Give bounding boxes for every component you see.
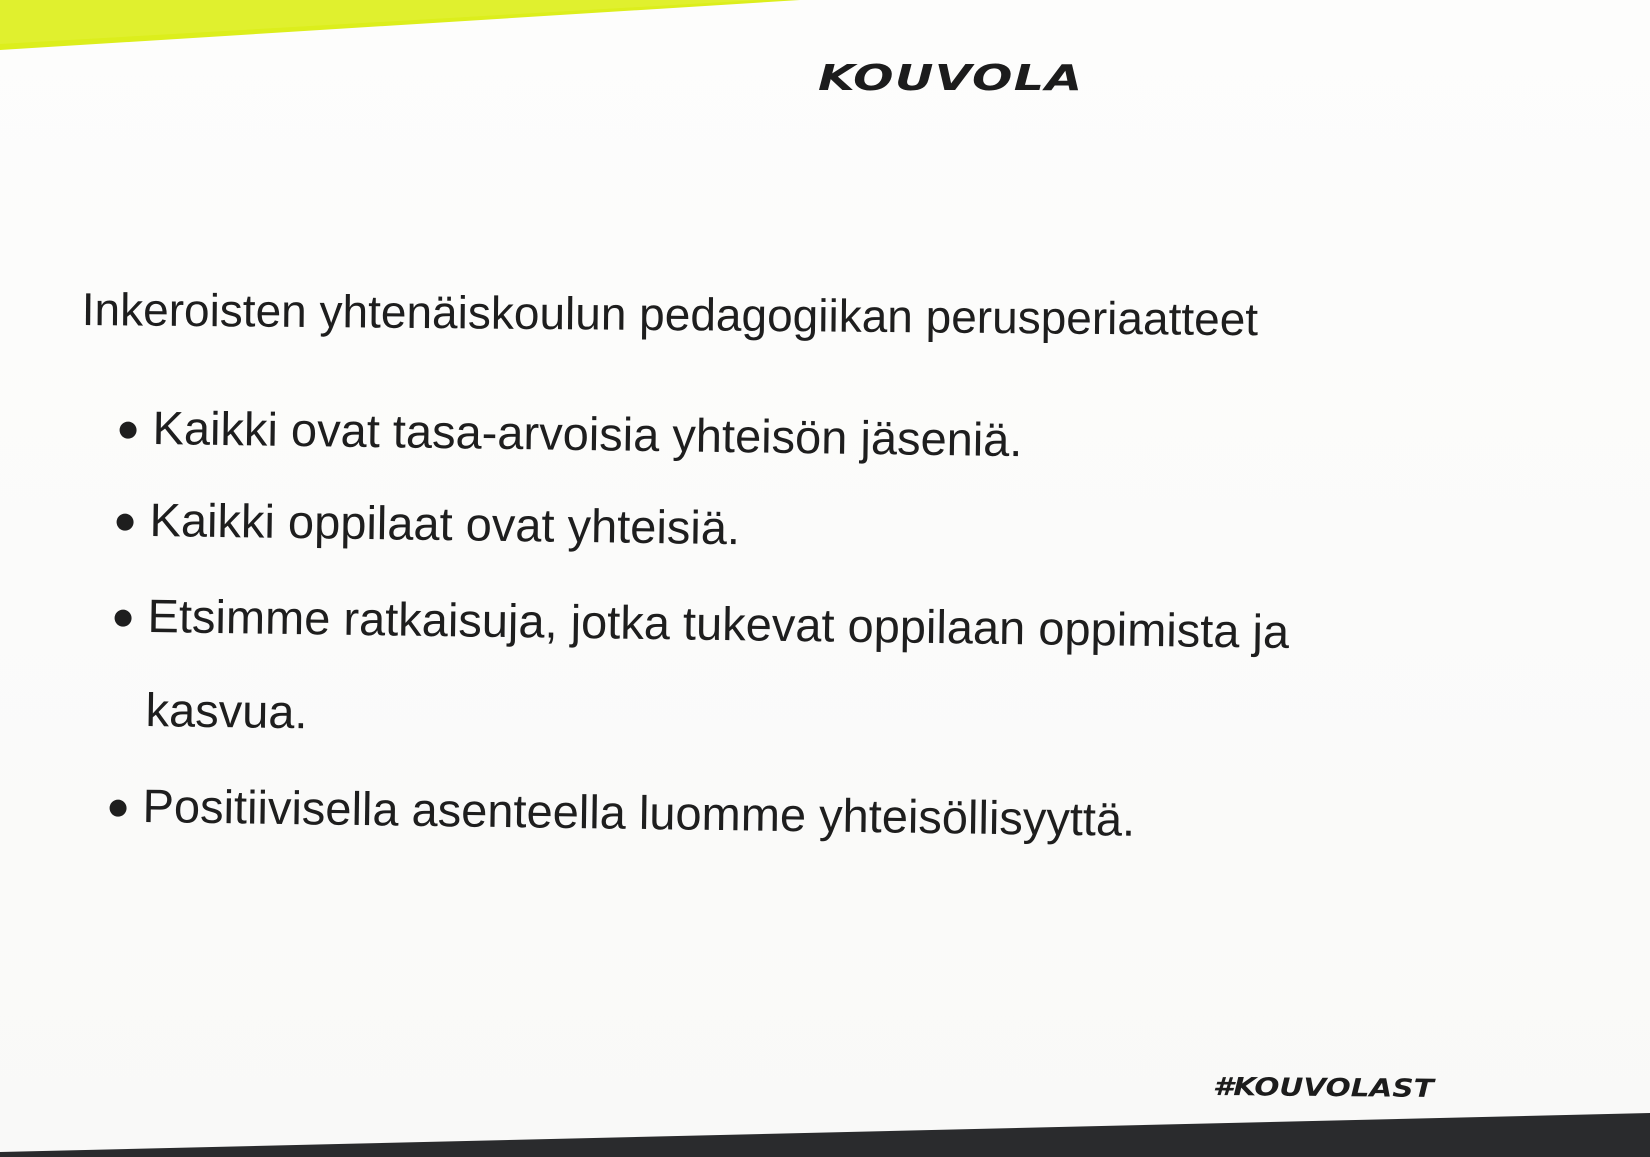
bullet-dot-icon: [119, 422, 136, 439]
dark-bottom-band: [0, 1097, 1650, 1157]
bullet-dot-icon: [109, 800, 126, 817]
list-item-text: Kaikki oppilaat ovat yhteisiä.: [149, 492, 741, 555]
bullet-dot-icon: [116, 514, 133, 531]
list-item: [149, 492, 740, 555]
bullet-dot-icon: [114, 610, 131, 627]
list-item-text: Positiivisella asenteella luomme yhteisöllisyyttä.: [142, 778, 1136, 846]
kouvola-logo: KOUVOLA: [818, 58, 1084, 99]
hashtag-footer: #KOUVOLAST: [1212, 1072, 1434, 1103]
list-item: [152, 400, 1023, 467]
list-item-continuation: [145, 682, 308, 739]
list-item: [142, 778, 1135, 847]
list-item-text: Kaikki ovat tasa-arvoisia yhteisön jäseniä.: [152, 400, 1023, 467]
list-item-text: kasvua.: [145, 682, 308, 739]
list-item-text: Etsimme ratkaisuja, jotka tukevat oppilaan oppimista ja: [147, 588, 1290, 658]
slide-heading: Inkeroisten yhtenäiskoulun pedagogiikan perusperiaatteet: [81, 282, 1259, 346]
list-item: [147, 588, 1289, 659]
